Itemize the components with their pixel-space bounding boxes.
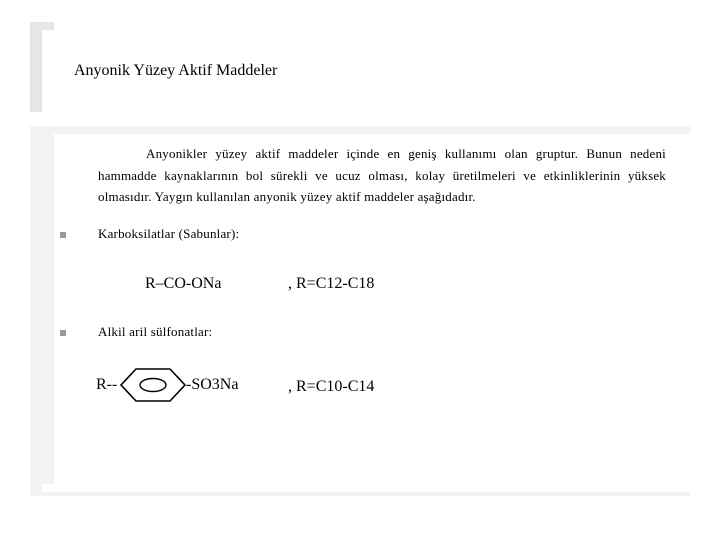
square-bullet-icon [60, 330, 66, 336]
title-frame-inner [42, 30, 54, 112]
sulfonate-prefix: R-- [96, 376, 118, 393]
item1-label: Karboksilatlar (Sabunlar): [98, 226, 240, 241]
item2-label: Alkil aril sülfonatlar: [98, 324, 213, 339]
sulfonate-range: , R=C10-C14 [288, 378, 375, 395]
intro-text: Anyonikler yüzey aktif maddeler içinde en geniş kullanımı olan gruptur. Bunun nedeni hammadde kaynaklarının bol sürekli ve ucuz olması, kolay üretilmeleri ve etkinliklerinin yüksek olmasıdır. Yaygın kullanılan anyonik yüzey aktif maddeler aşağıdadır. [98, 146, 666, 204]
carboxylate-range: , R=C12-C18 [288, 275, 375, 292]
carboxylate-formula: R–CO-ONa [145, 275, 222, 292]
page-title: Anyonik Yüzey Aktif Maddeler [74, 62, 278, 79]
content-strip [42, 134, 54, 484]
benzene-ring-icon [120, 366, 186, 404]
sulfonate-suffix: -SO3Na [186, 376, 239, 393]
intro-paragraph [98, 143, 666, 208]
square-bullet-icon [60, 232, 66, 238]
